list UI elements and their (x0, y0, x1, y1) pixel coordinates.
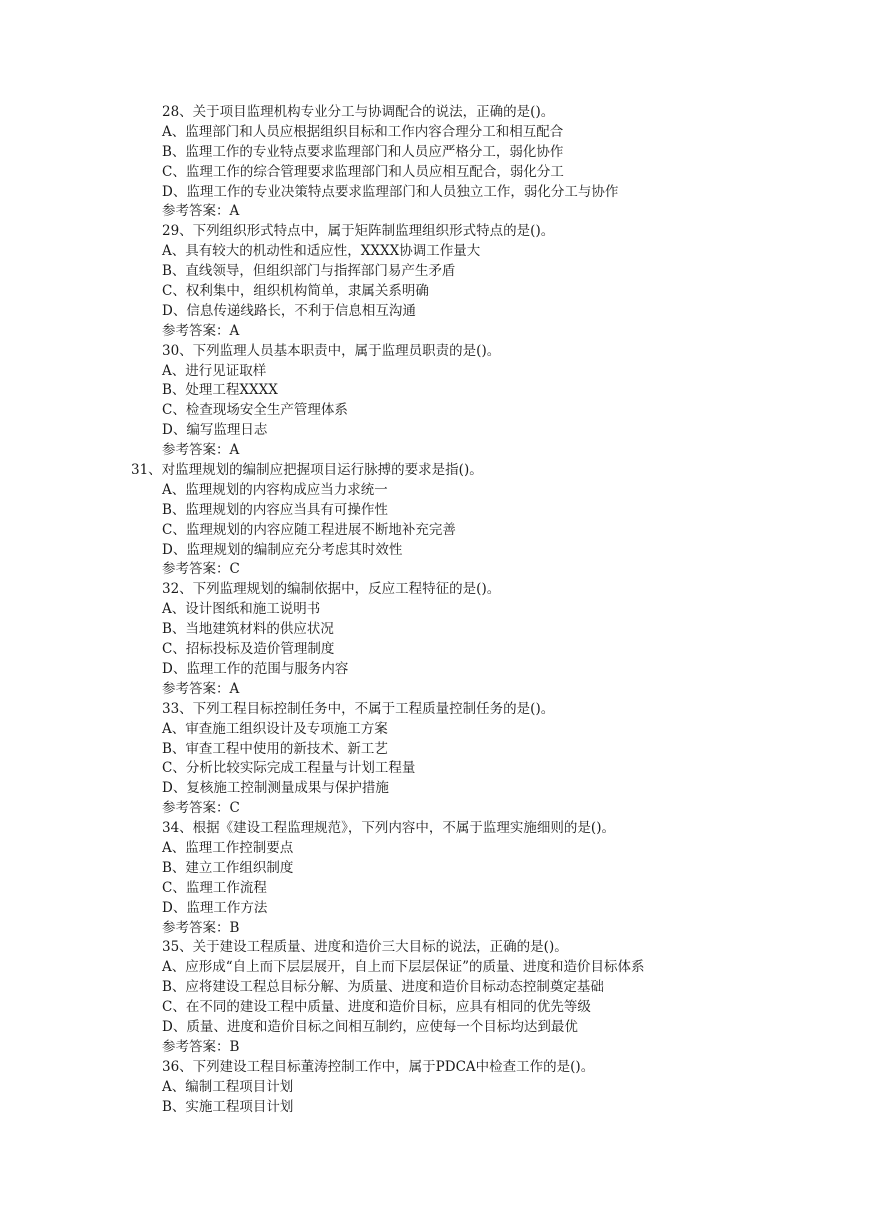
question-stem: 34、根据《建设工程监理规范》，下列内容中，不属于监理实施细则的是()。 (162, 820, 615, 837)
option-a: A、审查施工组织设计及专项施工方案 (162, 720, 388, 737)
option-a: A、编制工程项目计划 (162, 1078, 294, 1095)
option-c: C、监理规划的内容应随工程进展不断地补充完善 (162, 521, 456, 538)
option-c: C、监理工作流程 (162, 879, 267, 896)
option-a: A、监理工作控制要点 (162, 839, 294, 856)
option-d: D、监理工作的专业决策特点要求监理部门和人员独立工作，弱化分工与协作 (162, 183, 619, 200)
question-stem: 28、关于项目监理机构专业分工与协调配合的说法，正确的是()。 (162, 104, 555, 120)
option-d: D、复核施工控制测量成果与保护措施 (162, 780, 389, 797)
answer-line: 参考答案：A (162, 680, 240, 697)
question-stem: 32、下列监理规划的编制依据中，反应工程特征的是()。 (162, 581, 501, 598)
option-c: C、权利集中，组织机构简单，隶属关系明确 (162, 283, 429, 300)
option-c: C、在不同的建设工程中质量、进度和造价目标，应具有相同的优先等级 (162, 999, 591, 1016)
question-list (131, 103, 842, 1117)
option-d: D、质量、进度和造价目标之间相互制约，应使每一个目标均达到最优 (162, 1018, 578, 1035)
option-a: A、监理部门和人员应根据组织目标和工作内容合理分工和相互配合 (162, 123, 564, 140)
option-a: A、具有较大的机动性和适应性，XXXX协调工作量大 (162, 243, 481, 260)
option-b: B、应将建设工程总目标分解、为质量、进度和造价目标动态控制奠定基础 (162, 979, 604, 996)
answer-line: 参考答案：B (162, 1038, 240, 1055)
option-b: B、实施工程项目计划 (162, 1098, 294, 1115)
question-stem: 33、下列工程目标控制任务中，不属于工程质量控制任务的是()。 (162, 700, 555, 717)
answer-line: 参考答案：A (162, 322, 240, 339)
option-b: B、直线领导，但组织部门与指挥部门易产生矛盾 (162, 263, 456, 280)
option-b: B、监理规划的内容应当具有可操作性 (162, 501, 388, 518)
answer-line: 参考答案：C (162, 561, 240, 578)
option-d: D、信息传递线路长，不利于信息相互沟通 (162, 302, 416, 319)
option-a: A、进行见证取样 (162, 362, 267, 379)
option-d: D、监理规划的编制应充分考虑其时效性 (162, 541, 403, 558)
question-stem: 30、下列监理人员基本职责中，属于监理员职责的是()。 (162, 342, 501, 359)
option-d: D、监理工作方法 (162, 899, 268, 916)
option-c: C、分析比较实际完成工程量与计划工程量 (162, 760, 416, 777)
answer-line: 参考答案：A (162, 203, 240, 220)
option-c: C、招标投标及造价管理制度 (162, 641, 335, 658)
question-stem: 35、关于建设工程质量、进度和造价三大目标的说法，正确的是()。 (162, 939, 568, 956)
option-b: B、审查工程中使用的新技术、新工艺 (162, 740, 388, 757)
option-b: B、建立工作组织制度 (162, 859, 294, 876)
option-c: C、监理工作的综合管理要求监理部门和人员应相互配合，弱化分工 (162, 163, 564, 180)
answer-line: 参考答案：B (162, 919, 240, 936)
answer-line: 参考答案：C (162, 800, 240, 817)
option-b: B、处理工程XXXX (162, 382, 278, 399)
option-a: A、应形成“自上而下层层展开，自上而下层层保证”的质量、进度和造价目标体系 (162, 959, 645, 976)
option-a: A、设计图纸和施工说明书 (162, 601, 321, 618)
option-d: D、编写监理日志 (162, 422, 268, 439)
question-stem: 29、下列组织形式特点中，属于矩阵制监理组织形式特点的是()。 (162, 223, 555, 240)
option-a: A、监理规划的内容构成应当力求统一 (162, 481, 388, 498)
option-d: D、监理工作的范围与服务内容 (162, 660, 349, 677)
answer-line: 参考答案：A (162, 442, 240, 459)
option-b: B、监理工作的专业特点要求监理部门和人员应严格分工，弱化协作 (162, 143, 564, 160)
option-c: C、检查现场安全生产管理体系 (162, 402, 348, 419)
option-b: B、当地建筑材料的供应状况 (162, 621, 334, 638)
question-stem: 31、对监理规划的编制应把握项目运行脉搏的要求是指()。 (131, 462, 483, 479)
question-stem: 36、下列建设工程目标董涛控制工作中，属于PDCA中检查工作的是()。 (162, 1058, 595, 1075)
